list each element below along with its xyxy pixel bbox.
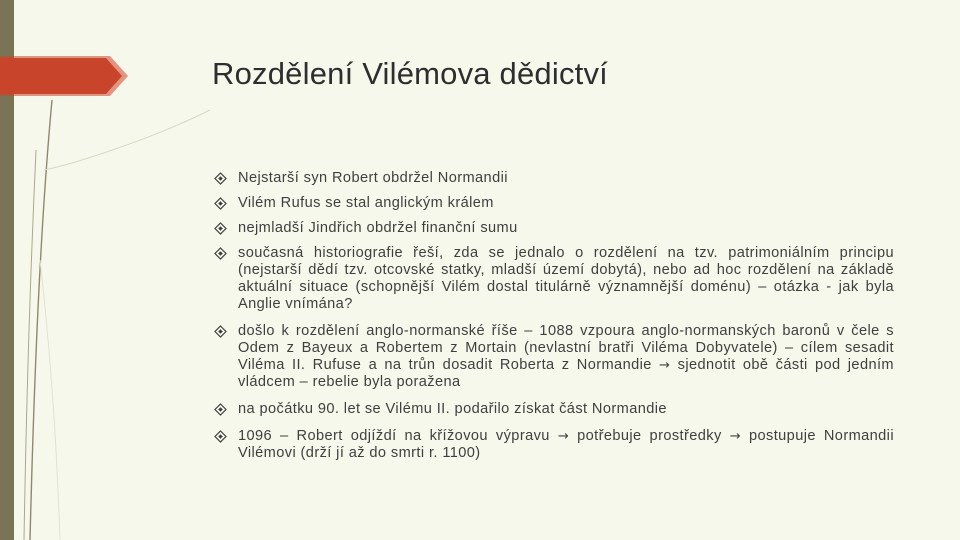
bullet-text: [238, 220, 894, 237]
slide-title: Rozdělení Vilémova dědictví: [212, 56, 608, 91]
diamond-bullet-icon: [214, 430, 227, 443]
bullet-text: [238, 245, 894, 313]
bullet-text-segment: potřebuje prostředky: [577, 428, 722, 444]
bullet-text-segment: došlo k rozdělení anglo-normanské říše – 1088 vzpoura anglo-normanských baronů v čele s Odem z Bayeux a Robertem z Mortain (nevlastní bratři Viléma Dobyvatele) – cílem sesadit Viléma II. Rufuse a na trůn dosadit Roberta z Normandie: [238, 323, 894, 373]
bullet-text-segment: současná historiografie řeší, zda se jednalo o rozdělení na tzv. patrimoniálním principu (nejstarší dědí tzv. otcovské statky, mladší území dobytá), nebo ad hoc rozdělení na základě aktuální situace (schopnější Vilém dostal titulárně významnější doménu) – otázka - jak byla Anglie vnímána?: [238, 245, 894, 312]
bullet-item: [214, 401, 894, 418]
diamond-bullet-icon: [214, 197, 227, 210]
arrow-right-icon: →: [729, 429, 741, 444]
diamond-bullet-icon: [214, 247, 227, 260]
bullet-text-segment: Nejstarší syn Robert obdržel Normandii: [238, 170, 508, 186]
bullet-text-segment: Vilém Rufus se stal anglickým králem: [238, 195, 494, 211]
bullet-text: [238, 401, 894, 418]
arrow-right-icon: →: [557, 429, 570, 444]
bullet-item: [214, 428, 894, 462]
bullet-item: [214, 170, 894, 187]
bullet-list: [214, 170, 894, 462]
bullet-text-segment: 1096 – Robert odjíždí na křížovou výpravu: [238, 428, 550, 444]
diamond-bullet-icon: [214, 222, 227, 235]
diamond-bullet-icon: [214, 325, 227, 338]
bullet-text: [238, 428, 894, 462]
arrow-right-icon: →: [659, 358, 671, 373]
bullet-text-segment: sjednotit obě části pod jedním vládcem – rebelie byla poražena: [238, 357, 894, 390]
bullet-item: [214, 195, 894, 212]
bullet-text-segment: postupuje Normandii Vilémovi (drží jí až do smrti r. 1100): [238, 428, 894, 461]
bullet-text: [238, 323, 894, 391]
bullet-text: [238, 195, 894, 212]
diamond-bullet-icon: [214, 403, 227, 416]
bullet-text: [238, 170, 894, 187]
bullet-text-segment: na počátku 90. let se Vilému II. podařilo získat část Normandie: [238, 401, 667, 417]
bullet-item: [214, 323, 894, 391]
bullet-text-segment: nejmladší Jindřich obdržel finanční sumu: [238, 220, 518, 236]
diamond-bullet-icon: [214, 172, 227, 185]
bullet-item: [214, 245, 894, 313]
bullet-item: [214, 220, 894, 237]
accent-tab: [0, 0, 140, 110]
